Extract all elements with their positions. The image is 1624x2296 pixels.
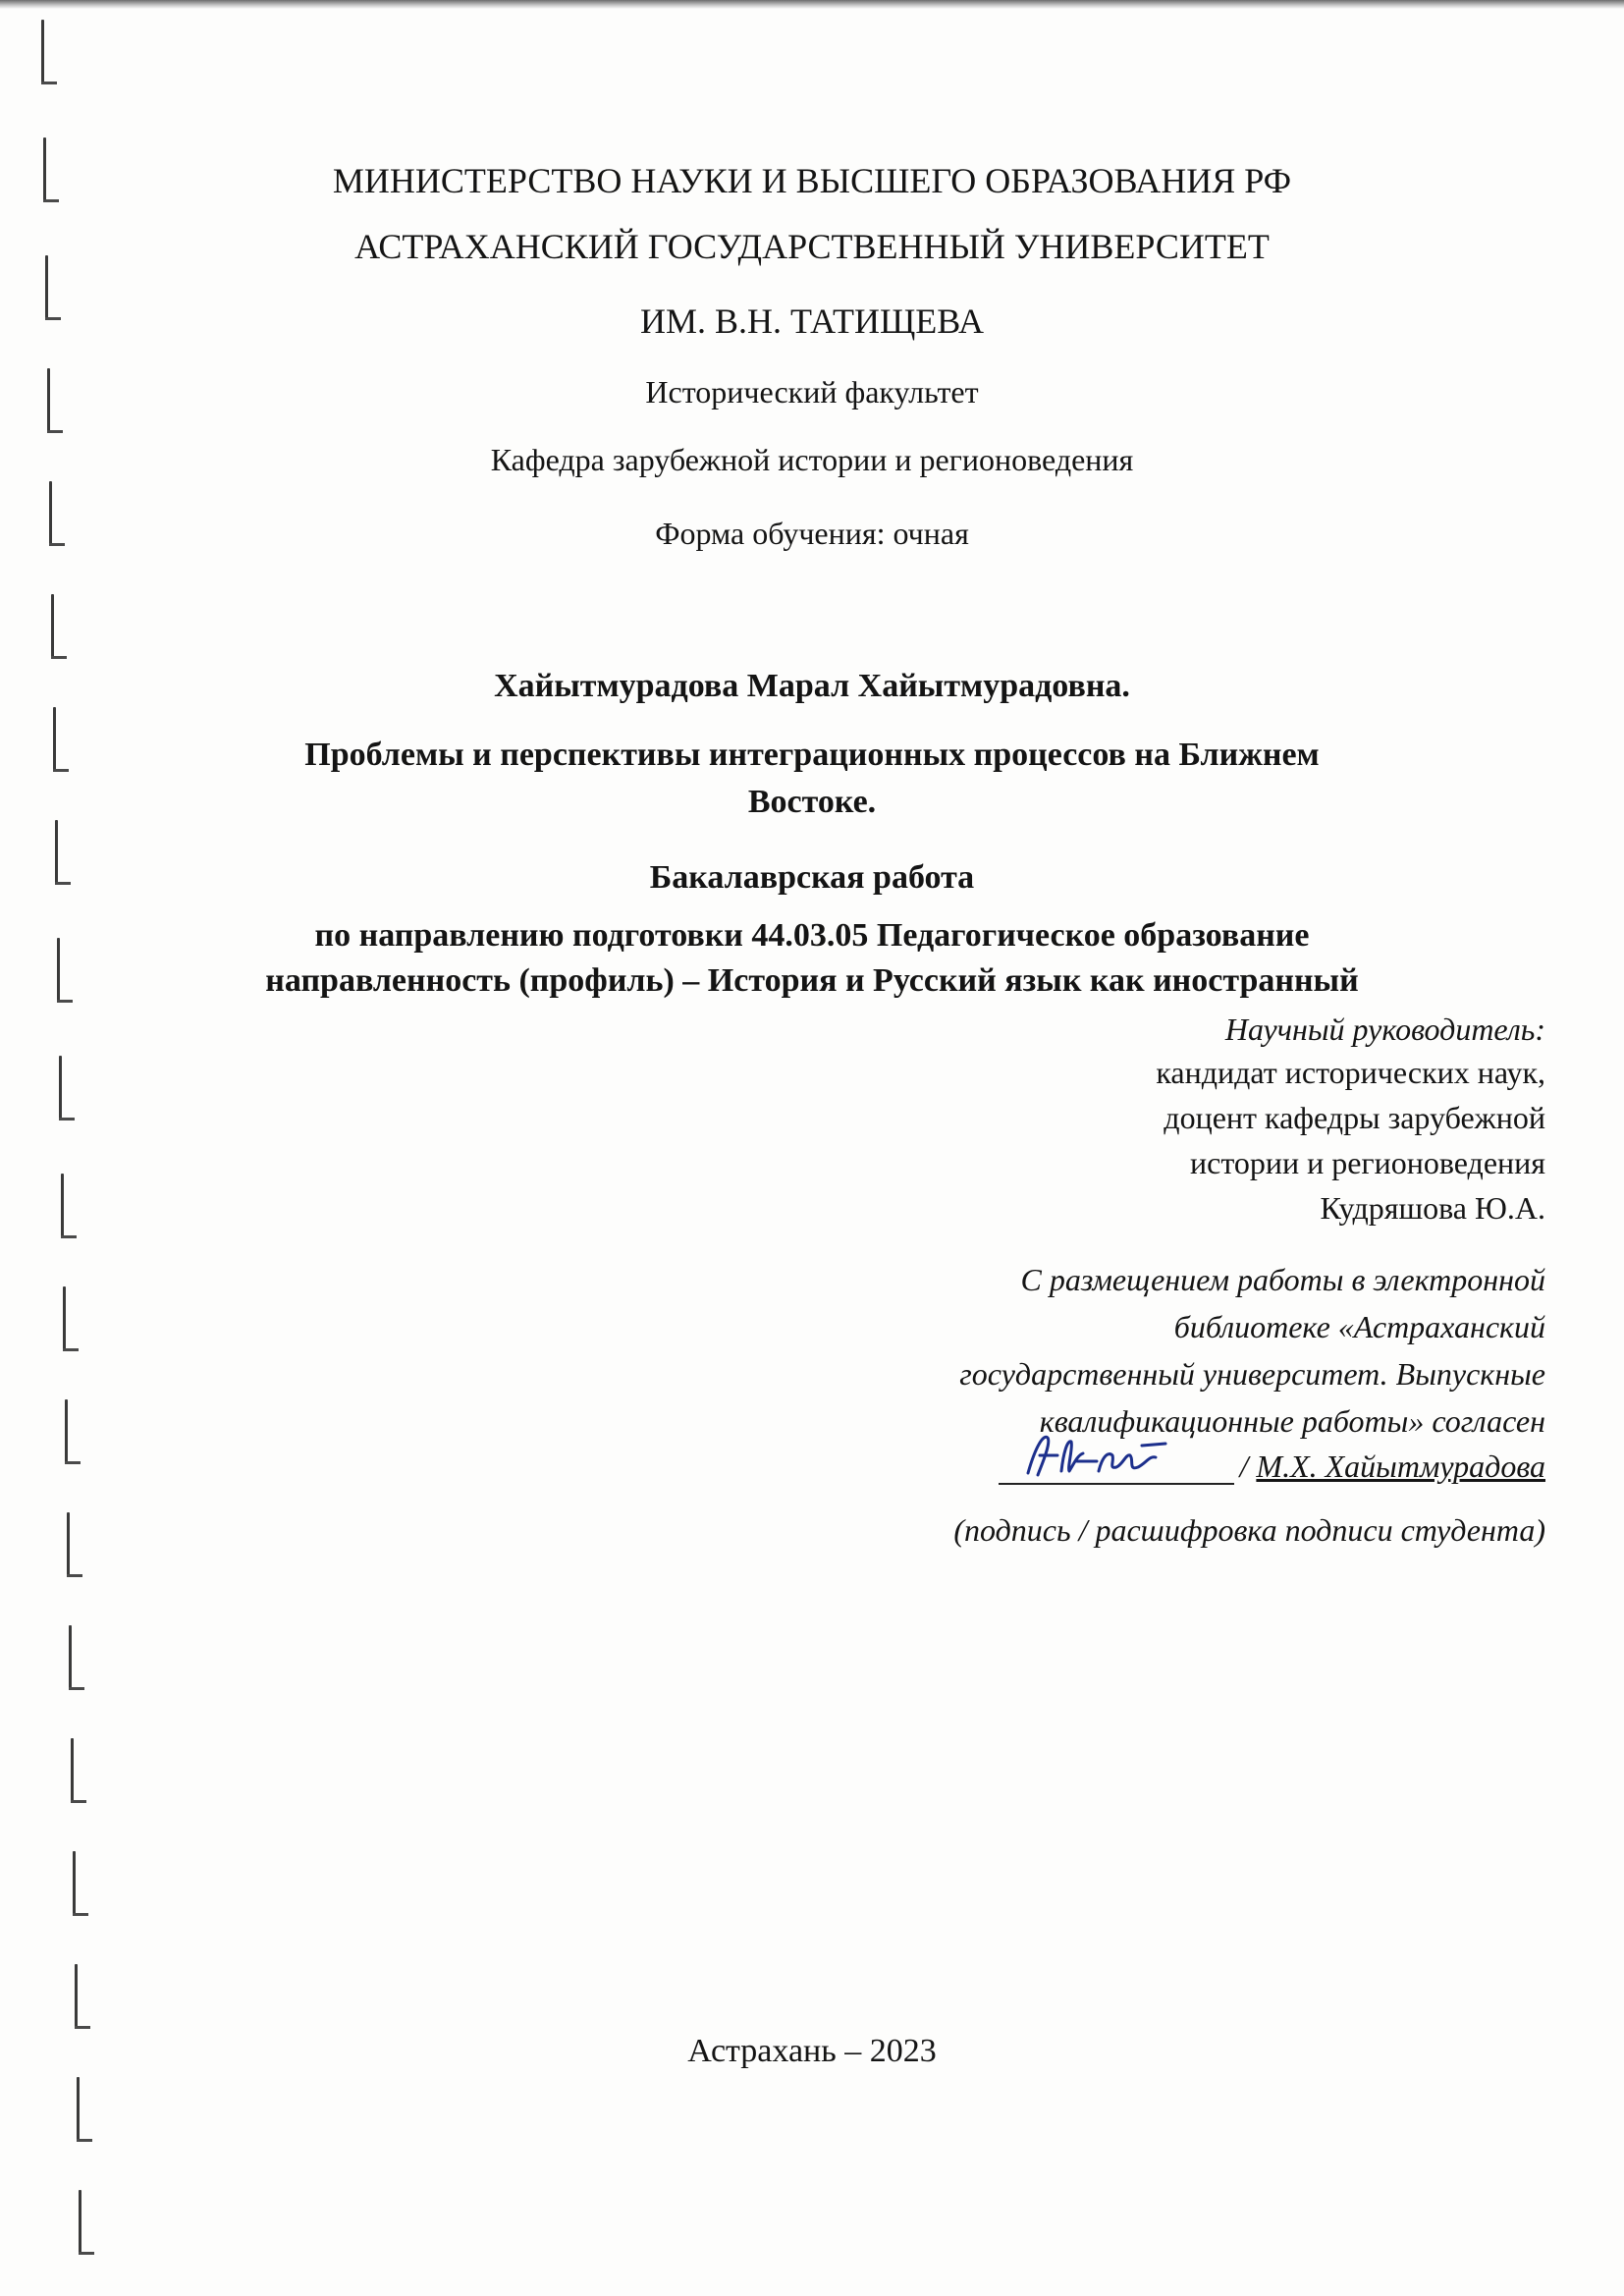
supervisor-position: доцент кафедры зарубежной <box>1164 1100 1545 1135</box>
binding-hole <box>61 1512 90 1583</box>
supervisor-degree: кандидат исторических наук, <box>1156 1055 1545 1090</box>
binding-hole <box>73 2190 102 2261</box>
department-name: Кафедра зарубежной истории и регионоведения <box>490 442 1134 477</box>
binding-hole <box>67 1851 96 1922</box>
binding-hole <box>71 2077 100 2148</box>
study-direction-line-1: по направлению подготовки 44.03.05 Педагогическое образование <box>314 917 1310 954</box>
binding-holes <box>35 20 104 2278</box>
university-named-after: ИМ. В.Н. ТАТИЩЕВА <box>639 301 985 341</box>
study-direction-line-2: направленность (профиль) – История и Русский язык как иностранный <box>265 962 1359 999</box>
work-type: Бакалаврская работа <box>649 859 975 896</box>
signature-row <box>662 1440 1545 1499</box>
student-name-decoded: М.Х. Хайытмурадова <box>1256 1449 1545 1484</box>
supervisor-department: истории и регионоведения <box>1190 1145 1545 1180</box>
binding-hole <box>57 1286 86 1357</box>
consent-line-4: квалификационные работы» согласен <box>1039 1403 1545 1439</box>
consent-line-2: библиотеке «Астраханский <box>1173 1309 1545 1344</box>
author-name: Хайытмурадова Марал Хайытмурадовна. <box>494 668 1130 704</box>
binding-hole <box>53 1056 82 1126</box>
handwritten-signature-icon <box>1018 1426 1215 1485</box>
signature-separator: / <box>1239 1449 1249 1484</box>
binding-hole <box>59 1399 88 1470</box>
signature-caption: (подпись / расшифровка подписи студента) <box>953 1512 1545 1548</box>
binding-hole <box>65 1738 94 1809</box>
faculty-name: Исторический факультет <box>645 374 979 410</box>
binding-hole <box>45 594 75 665</box>
work-title-line-1: Проблемы и перспективы интеграционных процессов на Ближнем <box>304 737 1320 773</box>
scan-top-edge <box>0 0 1624 9</box>
work-title-line-2: Востоке. <box>747 784 877 820</box>
university-heading: АСТРАХАНСКИЙ ГОСУДАРСТВЕННЫЙ УНИВЕРСИТЕТ <box>354 227 1270 266</box>
binding-hole <box>63 1625 92 1696</box>
ministry-heading: МИНИСТЕРСТВО НАУКИ И ВЫСШЕГО ОБРАЗОВАНИЯ РФ <box>332 161 1292 200</box>
consent-line-1: С размещением работы в электронной <box>1020 1262 1545 1297</box>
binding-hole <box>35 20 65 90</box>
supervisor-name: Кудряшова Ю.А. <box>1320 1190 1545 1226</box>
binding-hole <box>55 1174 84 1244</box>
signature-line <box>999 1440 1234 1485</box>
study-form: Форма обучения: очная <box>655 516 969 551</box>
consent-line-3: государственный университет. Выпускные <box>959 1356 1545 1392</box>
supervisor-label: Научный руководитель: <box>1224 1011 1545 1047</box>
city-year: Астрахань – 2023 <box>687 2033 937 2069</box>
binding-hole <box>69 1964 98 2035</box>
